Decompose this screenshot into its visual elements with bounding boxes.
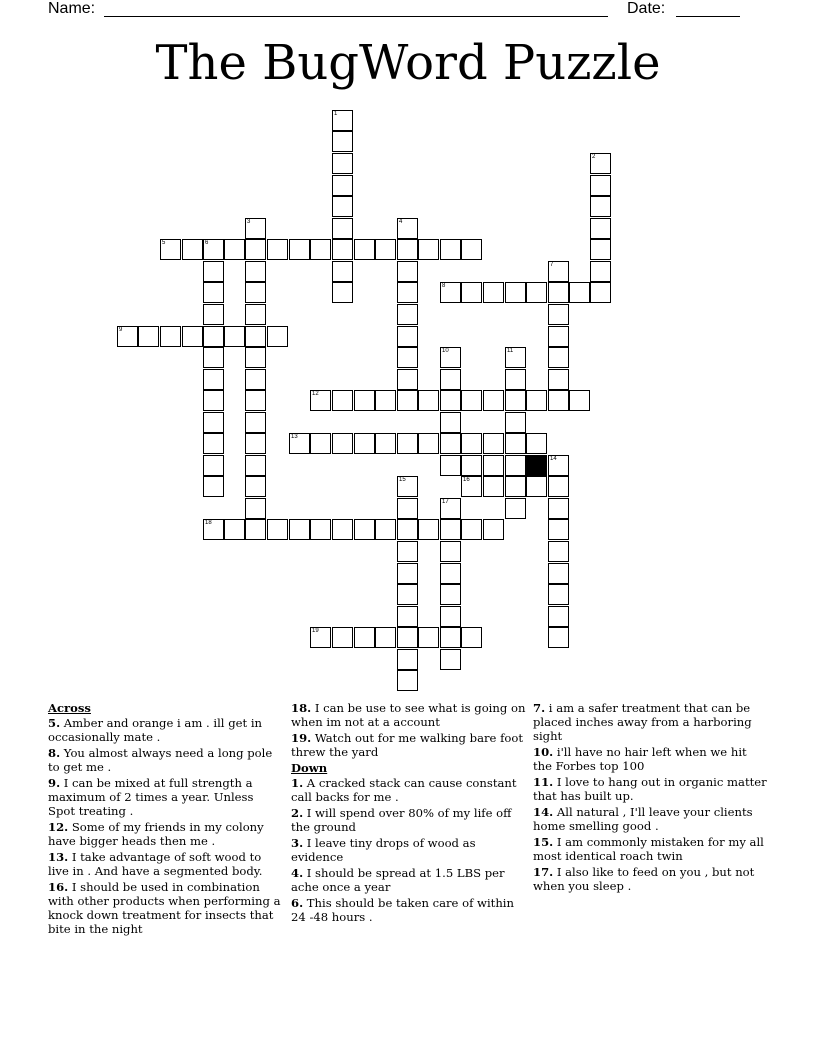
grid-cell[interactable] <box>310 519 331 540</box>
black-cell <box>526 455 547 476</box>
clue-text: I am commonly mistaken for my all most identical roach twin <box>533 835 764 863</box>
clue-number: 12. <box>48 820 69 834</box>
grid-cell[interactable] <box>203 433 224 454</box>
grid-cell[interactable] <box>526 390 547 411</box>
grid-cell[interactable] <box>440 563 461 584</box>
grid-cell[interactable] <box>397 304 418 325</box>
clue-number: 18. <box>291 701 312 715</box>
grid-cell[interactable] <box>397 606 418 627</box>
grid-cell[interactable] <box>590 261 611 282</box>
clue-text: All natural , I'll leave your clients home smelling good . <box>533 805 753 833</box>
grid-cell[interactable] <box>440 649 461 670</box>
grid-cell[interactable] <box>397 584 418 605</box>
grid-cell[interactable] <box>245 347 266 368</box>
grid-cell[interactable] <box>203 476 224 497</box>
grid-cell[interactable] <box>310 433 331 454</box>
grid-cell[interactable] <box>397 519 418 540</box>
grid-cell[interactable] <box>590 196 611 217</box>
grid-cell[interactable] <box>289 519 310 540</box>
clue-number: 2 <box>592 154 596 160</box>
grid-cell[interactable] <box>332 218 353 239</box>
grid-cell[interactable] <box>461 476 482 497</box>
clue-number: 6. <box>291 896 304 910</box>
grid-cell[interactable] <box>505 433 526 454</box>
grid-cell[interactable] <box>354 433 375 454</box>
grid-cell[interactable] <box>505 455 526 476</box>
grid-cell[interactable] <box>505 476 526 497</box>
across-clue <box>48 776 284 818</box>
grid-cell[interactable] <box>397 326 418 347</box>
grid-cell[interactable] <box>203 304 224 325</box>
clue-column-2 <box>291 701 527 926</box>
grid-cell[interactable] <box>590 239 611 260</box>
grid-cell[interactable] <box>397 218 418 239</box>
clue-text: A cracked stack can cause constant call backs for me . <box>291 776 517 804</box>
clue-number: 1 <box>334 111 338 117</box>
clue-number: 16 <box>463 477 470 483</box>
grid-cell[interactable] <box>224 326 245 347</box>
clue-number: 15. <box>533 835 554 849</box>
grid-cell[interactable] <box>526 433 547 454</box>
clue-number: 12 <box>312 391 319 397</box>
clue-number: 2. <box>291 806 304 820</box>
clue-number: 11 <box>507 348 514 354</box>
grid-cell[interactable] <box>224 239 245 260</box>
grid-cell[interactable] <box>310 239 331 260</box>
grid-cell[interactable] <box>203 326 224 347</box>
clue-text: Watch out for me walking bare foot threw the yard <box>291 731 523 759</box>
grid-cell[interactable] <box>375 239 396 260</box>
grid-cell[interactable] <box>332 261 353 282</box>
grid-cell[interactable] <box>569 282 590 303</box>
grid-cell[interactable] <box>590 282 611 303</box>
grid-cell[interactable] <box>397 563 418 584</box>
grid-cell[interactable] <box>461 433 482 454</box>
grid-cell[interactable] <box>245 390 266 411</box>
grid-cell[interactable] <box>203 519 224 540</box>
grid-cell[interactable] <box>332 627 353 648</box>
grid-cell[interactable] <box>397 433 418 454</box>
grid-cell[interactable] <box>375 433 396 454</box>
clue-number: 15 <box>399 477 406 483</box>
clue-number: 9. <box>48 776 61 790</box>
grid-cell[interactable] <box>310 390 331 411</box>
clue-number: 10. <box>533 745 554 759</box>
grid-cell[interactable] <box>590 218 611 239</box>
clue-text: You almost always need a long pole to get me . <box>48 746 273 774</box>
down-clue <box>291 866 527 894</box>
grid-cell[interactable] <box>483 519 504 540</box>
grid-cell[interactable] <box>203 261 224 282</box>
grid-cell[interactable] <box>418 627 439 648</box>
grid-cell[interactable] <box>203 412 224 433</box>
clue-number: 11. <box>533 775 554 789</box>
grid-cell[interactable] <box>267 326 288 347</box>
grid-cell[interactable] <box>354 519 375 540</box>
grid-cell[interactable] <box>203 239 224 260</box>
grid-cell[interactable] <box>461 455 482 476</box>
grid-cell[interactable] <box>440 433 461 454</box>
grid-cell[interactable] <box>289 433 310 454</box>
grid-cell[interactable] <box>354 627 375 648</box>
clue-text: I love to hang out in organic matter that has built up. <box>533 775 767 803</box>
clue-number: 4. <box>291 866 304 880</box>
grid-cell[interactable] <box>505 390 526 411</box>
name-label: Name: <box>48 0 96 17</box>
grid-cell[interactable] <box>440 239 461 260</box>
across-clue <box>48 820 284 848</box>
clue-text: i am a safer treatment that can be placed inches away from a harboring sight <box>533 701 752 743</box>
grid-cell[interactable] <box>397 369 418 390</box>
down-clue <box>533 835 769 863</box>
across-clue <box>48 746 284 774</box>
grid-cell[interactable] <box>245 239 266 260</box>
clue-number: 9 <box>119 327 123 333</box>
clue-number: 19 <box>312 628 319 634</box>
grid-cell[interactable] <box>548 541 569 562</box>
grid-cell[interactable] <box>548 347 569 368</box>
grid-cell[interactable] <box>418 239 439 260</box>
grid-cell[interactable] <box>440 627 461 648</box>
clue-number: 1. <box>291 776 304 790</box>
grid-cell[interactable] <box>267 239 288 260</box>
grid-cell[interactable] <box>245 498 266 519</box>
clue-text: I also like to feed on you , but not when you sleep . <box>533 865 755 893</box>
grid-cell[interactable] <box>397 541 418 562</box>
clue-number: 8. <box>48 746 61 760</box>
across-clue <box>48 716 284 744</box>
grid-cell[interactable] <box>548 390 569 411</box>
grid-cell[interactable] <box>397 347 418 368</box>
clue-number: 18 <box>205 520 212 526</box>
grid-cell[interactable] <box>440 390 461 411</box>
grid-cell[interactable] <box>548 606 569 627</box>
clue-number: 17. <box>533 865 554 879</box>
grid-cell[interactable] <box>332 175 353 196</box>
grid-cell[interactable] <box>354 390 375 411</box>
clue-text: I can be use to see what is going on when im not at a account <box>291 701 526 729</box>
across-clue <box>291 731 527 759</box>
grid-cell[interactable] <box>397 649 418 670</box>
clue-number: 13 <box>291 434 298 440</box>
grid-cell[interactable] <box>245 519 266 540</box>
grid-cell[interactable] <box>569 390 590 411</box>
grid-cell[interactable] <box>375 627 396 648</box>
clue-number: 17 <box>442 499 449 505</box>
clue-text: I leave tiny drops of wood as evidence <box>291 836 476 864</box>
clue-number: 3. <box>291 836 304 850</box>
grid-cell[interactable] <box>548 369 569 390</box>
grid-cell[interactable] <box>397 261 418 282</box>
clue-text: I will spend over 80% of my life off the ground <box>291 806 512 834</box>
grid-cell[interactable] <box>548 627 569 648</box>
clue-number: 6 <box>205 240 209 246</box>
grid-cell[interactable] <box>397 670 418 691</box>
grid-cell[interactable] <box>548 261 569 282</box>
grid-cell[interactable] <box>461 627 482 648</box>
grid-cell[interactable] <box>590 153 611 174</box>
clue-number: 8 <box>442 283 446 289</box>
grid-cell[interactable] <box>203 390 224 411</box>
grid-cell[interactable] <box>418 519 439 540</box>
grid-cell[interactable] <box>483 433 504 454</box>
grid-cell[interactable] <box>245 282 266 303</box>
grid-cell[interactable] <box>461 239 482 260</box>
grid-cell[interactable] <box>505 498 526 519</box>
grid-cell[interactable] <box>440 584 461 605</box>
grid-cell[interactable] <box>548 563 569 584</box>
clue-text: i'll have no hair left when we hit the Forbes top 100 <box>533 745 747 773</box>
grid-cell[interactable] <box>245 369 266 390</box>
grid-cell[interactable] <box>375 519 396 540</box>
grid-cell[interactable] <box>332 153 353 174</box>
clue-number: 5. <box>48 716 61 730</box>
grid-cell[interactable] <box>548 498 569 519</box>
across-clue <box>48 880 284 936</box>
down-heading: Down <box>291 761 328 775</box>
clue-text: I can be mixed at full strength a maximum of 2 times a year. Unless Spot treating . <box>48 776 254 818</box>
grid-cell[interactable] <box>245 304 266 325</box>
grid-cell[interactable] <box>397 476 418 497</box>
grid-cell[interactable] <box>440 347 461 368</box>
clue-number: 14. <box>533 805 554 819</box>
grid-cell[interactable] <box>590 175 611 196</box>
grid-cell[interactable] <box>505 369 526 390</box>
grid-cell[interactable] <box>332 282 353 303</box>
grid-cell[interactable] <box>548 476 569 497</box>
grid-cell[interactable] <box>548 326 569 347</box>
grid-cell[interactable] <box>526 476 547 497</box>
down-clue <box>291 896 527 924</box>
down-clue <box>533 701 769 743</box>
grid-cell[interactable] <box>397 239 418 260</box>
clue-text: Some of my friends in my colony have bigger heads then me . <box>48 820 264 848</box>
grid-cell[interactable] <box>117 326 138 347</box>
down-clue <box>291 836 527 864</box>
clue-number: 16. <box>48 880 69 894</box>
grid-cell[interactable] <box>440 369 461 390</box>
grid-cell[interactable] <box>483 476 504 497</box>
grid-cell[interactable] <box>245 433 266 454</box>
grid-cell[interactable] <box>461 282 482 303</box>
grid-cell[interactable] <box>440 455 461 476</box>
down-clue <box>533 865 769 893</box>
grid-cell[interactable] <box>418 390 439 411</box>
down-clue <box>533 745 769 773</box>
grid-cell[interactable] <box>203 282 224 303</box>
down-clue <box>291 806 527 834</box>
across-clue <box>291 701 527 729</box>
grid-cell[interactable] <box>505 412 526 433</box>
grid-cell[interactable] <box>440 282 461 303</box>
clue-text: Amber and orange i am . ill get in occasionally mate . <box>48 716 262 744</box>
clue-number: 19. <box>291 731 312 745</box>
grid-cell[interactable] <box>332 390 353 411</box>
clue-text: I should be used in combination with other products when performing a knock down treatment for insects that bite in the night <box>48 880 281 936</box>
grid-cell[interactable] <box>332 131 353 152</box>
grid-cell[interactable] <box>440 412 461 433</box>
grid-cell[interactable] <box>483 455 504 476</box>
clue-text: I take advantage of soft wood to live in . And have a segmented body. <box>48 850 263 878</box>
grid-cell[interactable] <box>461 519 482 540</box>
across-heading: Across <box>48 701 91 715</box>
grid-cell[interactable] <box>418 433 439 454</box>
grid-cell[interactable] <box>483 282 504 303</box>
grid-cell[interactable] <box>505 347 526 368</box>
grid-cell[interactable] <box>160 326 181 347</box>
grid-cell[interactable] <box>310 627 331 648</box>
page-title: The BugWord Puzzle <box>155 35 661 91</box>
clue-number: 10 <box>442 348 449 354</box>
grid-cell[interactable] <box>289 239 310 260</box>
grid-cell[interactable] <box>397 390 418 411</box>
clue-number: 14 <box>550 456 557 462</box>
grid-cell[interactable] <box>505 282 526 303</box>
clue-text: This should be taken care of within 24 -48 hours . <box>291 896 514 924</box>
down-clue <box>291 776 527 804</box>
grid-cell[interactable] <box>548 455 569 476</box>
clue-number: 7 <box>550 262 554 268</box>
grid-cell[interactable] <box>332 239 353 260</box>
grid-cell[interactable] <box>203 347 224 368</box>
date-label: Date: <box>627 0 666 17</box>
grid-cell[interactable] <box>245 326 266 347</box>
grid-cell[interactable] <box>548 519 569 540</box>
grid-cell[interactable] <box>138 326 159 347</box>
grid-cell[interactable] <box>245 455 266 476</box>
grid-cell[interactable] <box>397 627 418 648</box>
clue-number: 4 <box>399 219 403 225</box>
down-clue <box>533 775 769 803</box>
grid-cell[interactable] <box>203 455 224 476</box>
grid-cell[interactable] <box>548 282 569 303</box>
grid-cell[interactable] <box>224 519 245 540</box>
grid-cell[interactable] <box>245 218 266 239</box>
grid-cell[interactable] <box>526 282 547 303</box>
clue-number: 5 <box>162 240 166 246</box>
grid-cell[interactable] <box>461 390 482 411</box>
clue-column-1 <box>48 701 284 938</box>
grid-cell[interactable] <box>440 519 461 540</box>
grid-cell[interactable] <box>375 390 396 411</box>
grid-cell[interactable] <box>548 584 569 605</box>
down-clue <box>533 805 769 833</box>
grid-cell[interactable] <box>182 239 203 260</box>
grid-cell[interactable] <box>440 498 461 519</box>
grid-cell[interactable] <box>440 541 461 562</box>
grid-cell[interactable] <box>332 519 353 540</box>
grid-cell[interactable] <box>440 606 461 627</box>
grid-cell[interactable] <box>245 261 266 282</box>
grid-cell[interactable] <box>397 282 418 303</box>
clue-number: 3 <box>247 219 251 225</box>
clue-column-3 <box>533 701 769 895</box>
clue-number: 7. <box>533 701 546 715</box>
grid-cell[interactable] <box>245 412 266 433</box>
grid-cell[interactable] <box>354 239 375 260</box>
grid-cell[interactable] <box>160 239 181 260</box>
grid-cell[interactable] <box>245 476 266 497</box>
grid-cell[interactable] <box>332 110 353 131</box>
grid-cell[interactable] <box>483 390 504 411</box>
grid-cell[interactable] <box>548 304 569 325</box>
grid-cell[interactable] <box>397 498 418 519</box>
grid-cell[interactable] <box>332 433 353 454</box>
grid-cell[interactable] <box>203 369 224 390</box>
grid-cell[interactable] <box>332 196 353 217</box>
clue-number: 13. <box>48 850 69 864</box>
across-clue <box>48 850 284 878</box>
grid-cell[interactable] <box>182 326 203 347</box>
clue-text: I should be spread at 1.5 LBS per ache once a year <box>291 866 505 894</box>
grid-cell[interactable] <box>267 519 288 540</box>
